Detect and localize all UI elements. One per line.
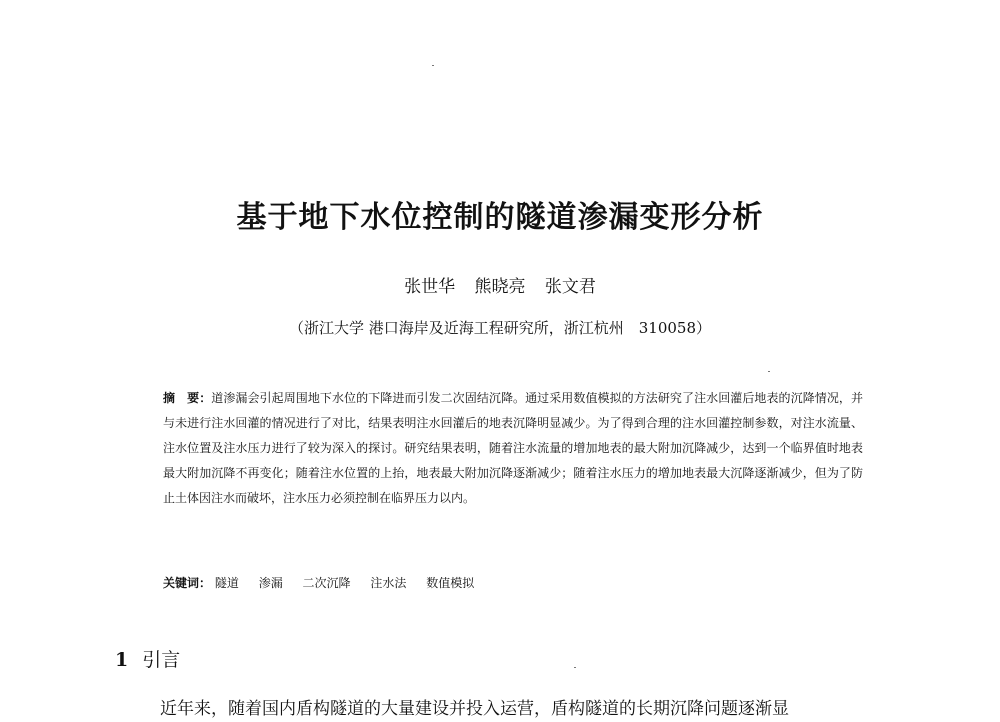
keywords-label: 关键词：: [163, 576, 212, 590]
abstract-label: 摘 要：: [163, 391, 212, 405]
body-paragraph: 近年来，随着国内盾构隧道的大量建设并投入运营，盾构隧道的长期沉降问题逐渐显: [160, 699, 789, 719]
abstract: [163, 386, 863, 511]
keyword: 二次沉降: [302, 576, 351, 590]
keyword: 隧道: [214, 576, 239, 590]
abstract-text: 道渗漏会引起周围地下水位的下降进而引发二次固结沉降。通过采用数值模拟的方法研究了注水回灌后地表的沉降情况，并与未进行注水回灌的情况进行了对比，结果表明注水回灌后的地表沉降明显减少。为了得到合理的注水回灌控制参数，对注水流量、注水位置及注水压力进行了较为深入的探讨。研究结果表明，随着注水流量的增加地表的最大附加沉降减少，达到一个临界值时地表最大附加沉降不再变化；随着注水位置的上抬，地表最大附加沉降逐渐减少；随着注水压力的增加地表最大沉降逐渐减少，但为了防止土体因注水而破坏，注水压力必须控制在临界压力以内。: [163, 391, 863, 505]
section-title: 引言: [142, 649, 181, 671]
author-list: 张世华 熊晓亮 张文君: [404, 277, 596, 297]
scan-speck: [768, 371, 770, 372]
paper-title: 基于地下水位控制的隧道渗漏变形分析: [236, 200, 764, 235]
scan-speck: [574, 667, 576, 668]
keyword: 数值模拟: [426, 576, 475, 590]
affiliation: （浙江大学 港口海岸及近海工程研究所，浙江杭州 310058）: [288, 319, 712, 337]
keyword: 注水法: [370, 576, 407, 590]
section-number: 1: [115, 649, 129, 671]
section-heading: [115, 645, 180, 672]
keywords: [163, 574, 863, 591]
scan-speck: [432, 65, 434, 66]
keyword: 渗漏: [258, 576, 283, 590]
